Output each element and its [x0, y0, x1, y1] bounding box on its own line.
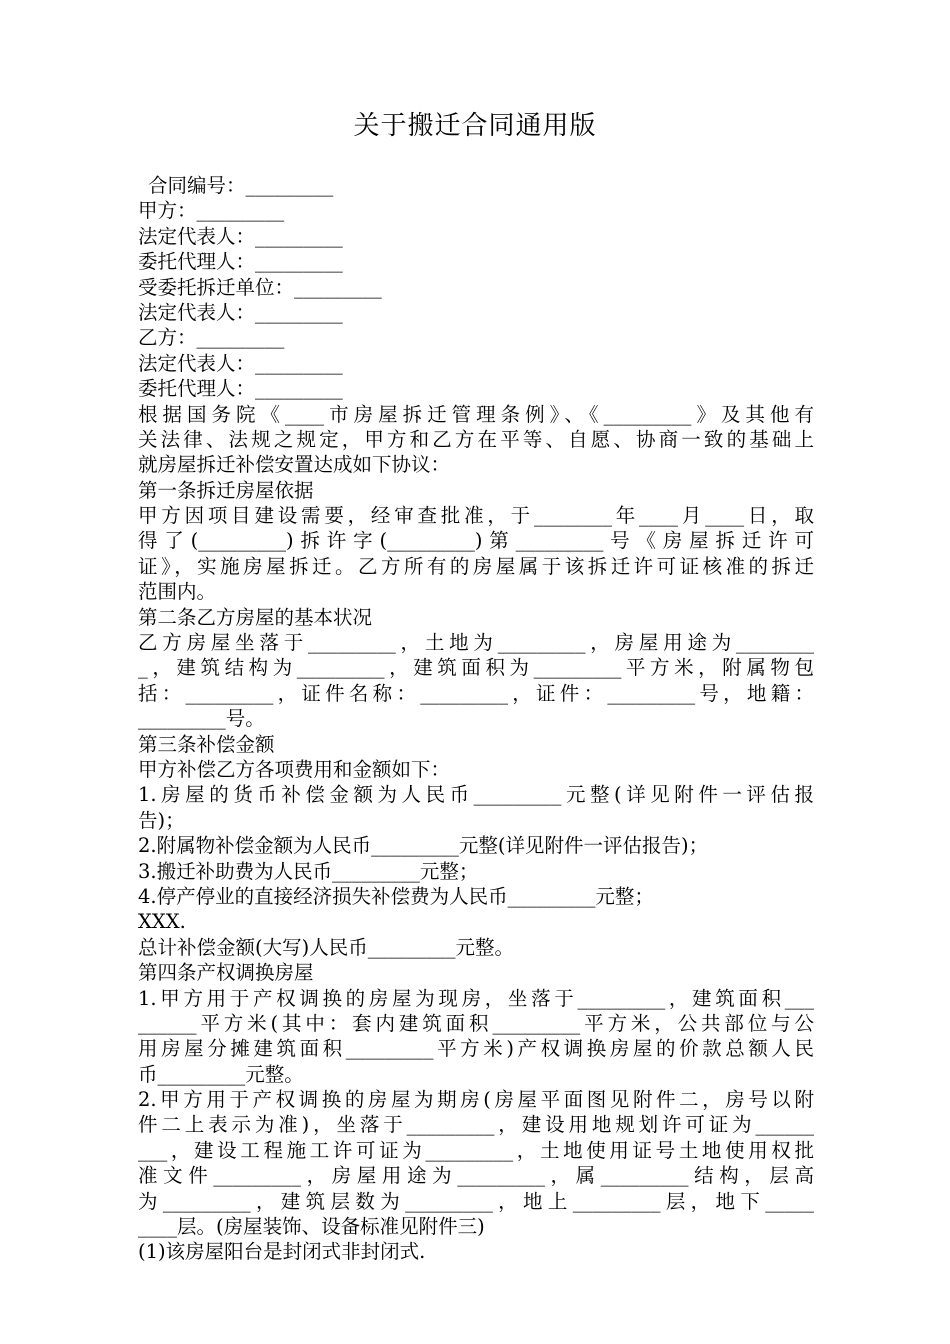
- article-3-item: 1.房屋的货币补偿金额为人民币_________元整(详见附件一评估报: [138, 783, 814, 807]
- preamble-line: 就房屋拆迁补偿安置达成如下协议：: [138, 453, 451, 477]
- document-title: 关于搬迁合同通用版: [353, 111, 597, 141]
- entrusted-unit-legal-rep-line: 法定代表人：_________: [138, 300, 343, 324]
- article-3-item: 4.停产停业的直接经济损失补偿费为人民币_________元整；: [138, 884, 654, 908]
- entrusted-unit-line: 受委托拆迁单位：_________: [138, 275, 382, 299]
- article-4-item: ______平方米(其中：套内建筑面积_________平方米，公共部位与公: [138, 1011, 814, 1035]
- article-3-item: 2.附属物补偿金额为人民币_________元整(详见附件一评估报告)；: [138, 834, 709, 858]
- party-b-legal-rep-line: 法定代表人：_________: [138, 351, 343, 375]
- article-1-line: 得了(_________)拆许字(_________)第_________号《房屋拆迁许可: [138, 529, 814, 553]
- article-1-heading: 第一条拆迁房屋依据: [138, 478, 314, 502]
- party-b-line: 乙方：_________: [138, 326, 285, 350]
- article-3-item: 告)；: [138, 808, 185, 832]
- article-4-item: 准文件_________，房屋用途为_________，属_________结构，层高: [138, 1164, 814, 1188]
- article-4-item: 币_________元整。: [138, 1062, 304, 1086]
- article-4-item: 为_________，建筑层数为_________，地上_________层，地下_____: [138, 1189, 814, 1213]
- article-4-item: 用房屋分摊建筑面积_________平方米)产权调换房屋的价款总额人民: [138, 1037, 814, 1061]
- party-b-agent-line: 委托代理人：_________: [138, 377, 343, 401]
- article-4-item: ____层。(房屋装饰、设备标准见附件三): [138, 1215, 485, 1239]
- party-a-line: 甲方：_________: [138, 199, 285, 223]
- article-2-line: 括：_________，证件名称：_________，证件：_________号，地籍：: [138, 681, 814, 705]
- article-2-line: _________号。: [138, 707, 265, 731]
- article-4-item: ___，建设工程施工许可证为_________，土地使用证号土地使用权批: [138, 1138, 814, 1162]
- article-3-item: 3.搬迁补助费为人民币_________元整；: [138, 859, 479, 883]
- article-1-line: 证》，实施房屋拆迁。乙方所有的房屋属于该拆迁许可证核准的拆迁: [138, 554, 814, 578]
- article-4-item: 件二上表示为准)，坐落于_________，建设用地规划许可证为______: [138, 1113, 814, 1137]
- article-2-line: _，建筑结构为_________，建筑面积为_________平方米，附属物包: [138, 656, 814, 680]
- preamble-line: 关法律、法规之规定，甲方和乙方在平等、自愿、协商一致的基础上: [138, 427, 814, 451]
- article-1-line: 范围内。: [138, 580, 217, 604]
- article-3-heading: 第三条补偿金额: [138, 732, 275, 756]
- party-a-legal-rep-line: 法定代表人：_________: [138, 224, 343, 248]
- article-3-item: XXX.: [138, 910, 186, 934]
- article-4-item: 1.甲方用于产权调换的房屋为现房，坐落于_________，建筑面积___: [138, 986, 814, 1010]
- contract-number-line: 合同编号：_________: [148, 174, 334, 197]
- party-a-agent-line: 委托代理人：_________: [138, 250, 343, 274]
- preamble-line: 根据国务院《____市房屋拆迁管理条例》、《_________》及其他有: [138, 402, 814, 426]
- article-4-heading: 第四条产权调换房屋: [138, 961, 314, 985]
- article-2-heading: 第二条乙方房屋的基本状况: [138, 605, 373, 629]
- document-body: [138, 173, 814, 1265]
- article-3-total: 总计补偿金额(大写)人民币_________元整。: [138, 935, 514, 959]
- article-1-line: 甲方因项目建设需要，经审查批准，于________年____月____日，取: [138, 504, 814, 528]
- article-3-line: 甲方补偿乙方各项费用和金额如下：: [138, 757, 451, 781]
- article-4-item: 2.甲方用于产权调换的房屋为期房(房屋平面图见附件二，房号以附: [138, 1088, 814, 1112]
- article-2-line: 乙方房屋坐落于_________，土地为_________，房屋用途为________: [138, 631, 814, 655]
- article-4-subitem: (1)该房屋阳台是封闭式非封闭式.: [138, 1240, 426, 1264]
